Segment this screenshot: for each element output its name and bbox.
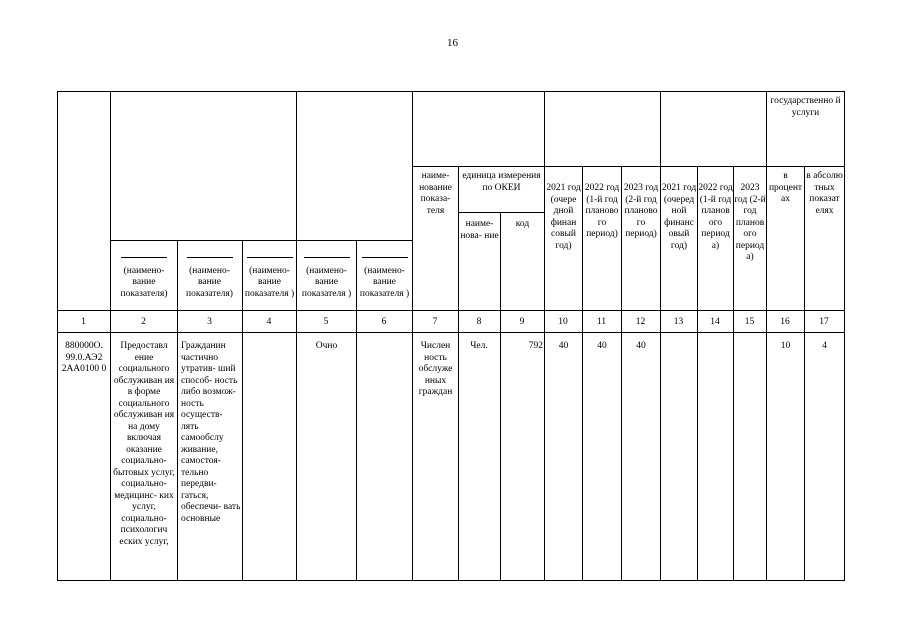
header-sublabel-4 xyxy=(243,254,296,300)
col-line-4 xyxy=(296,91,297,581)
row-divider-units xyxy=(412,166,845,167)
sublabel-text: (наимено- вание показателя) xyxy=(186,265,233,299)
underline xyxy=(121,257,167,259)
col-line-17 xyxy=(844,91,845,581)
header-year-2021-b: 2021 год (очеред ной финанс овый год) xyxy=(661,183,697,251)
col-line-6 xyxy=(412,91,413,581)
row-cell-9: 792 xyxy=(528,341,543,351)
col-number-3: 3 xyxy=(207,317,212,327)
col-number-11: 11 xyxy=(596,317,607,327)
header-sublabel-5 xyxy=(297,254,356,300)
row-divider-numbers xyxy=(57,332,845,333)
row-cell-8: Чел. xyxy=(470,341,488,351)
header-year-2023: 2023 год (2-й год планово го период) xyxy=(623,183,659,239)
col-number-13: 13 xyxy=(673,317,684,327)
sublabel-text: (наимено- вание показателя ) xyxy=(359,265,410,299)
row-cell-1: 880000О. 99.0.АЭ2 2АА0100 0 xyxy=(61,341,107,374)
sublabel-text: (наимено- вание показателя ) xyxy=(301,265,352,299)
col-line-9 xyxy=(544,91,545,581)
header-sublabel-6 xyxy=(357,254,412,300)
row-cell-16: 10 xyxy=(780,341,791,351)
underline xyxy=(247,257,293,259)
col-number-2: 2 xyxy=(141,317,146,327)
row-cell-11: 40 xyxy=(597,341,607,351)
header-year-2022: 2022 год (1-й год планово го период) xyxy=(584,183,620,239)
row-cell-10: 40 xyxy=(558,341,569,351)
header-year-2023-b: 2023 год (2-й год планов ого период а) xyxy=(734,183,766,262)
header-v-protsentah: в процент ах xyxy=(768,171,803,204)
header-sublabel-3 xyxy=(178,254,241,300)
col-line-1 xyxy=(110,91,111,581)
header-v-absolyutnyh: в абсолю тных показат елях xyxy=(806,171,843,216)
col-number-15: 15 xyxy=(744,317,755,327)
header-kod: код xyxy=(515,219,530,229)
underline xyxy=(187,257,233,259)
row-cell-12: 40 xyxy=(636,341,646,351)
col-line-15 xyxy=(766,91,767,581)
header-gos-uslugi: государственно й услуги xyxy=(770,96,841,118)
header-sublabel-2 xyxy=(112,254,176,300)
col-number-17: 17 xyxy=(819,317,829,327)
col-number-9: 9 xyxy=(519,317,525,327)
header-edinitsa: единица измерения по ОКЕИ xyxy=(462,171,541,193)
col-line-0 xyxy=(57,91,58,581)
report-table xyxy=(57,91,845,581)
row-cell-7: Числен ность обслуже нных граждан xyxy=(418,341,453,397)
header-year-2022-b: 2022 год (1-й год планов ого период а) xyxy=(698,183,733,251)
row-cell-2: Предоставл ение социального обслуживан ия в форме социального обслуживан ия на дому включая оказание социально- бытовых услуг, социально- медицинс- ких услуг, социально- психологич еских услуг, xyxy=(113,341,175,547)
col-number-12: 12 xyxy=(635,317,646,327)
table-border-top xyxy=(57,91,845,92)
row-cell-17: 4 xyxy=(822,341,827,351)
col-number-7: 7 xyxy=(432,317,438,327)
table-border-bottom xyxy=(57,580,845,581)
row-divider-subheaders xyxy=(110,240,412,241)
col-number-16: 16 xyxy=(780,317,790,327)
header-naimenovanie-pokazatelya: наиме- нование показа- теля xyxy=(419,171,452,216)
col-number-6: 6 xyxy=(381,317,387,327)
col-number-10: 10 xyxy=(558,317,568,327)
col-number-1: 1 xyxy=(81,317,86,327)
row-cell-5: Очно xyxy=(315,341,338,351)
row-divider-okei xyxy=(458,212,544,213)
col-line-16 xyxy=(804,166,805,581)
col-line-7 xyxy=(458,166,459,581)
col-number-4: 4 xyxy=(266,317,272,327)
sublabel-text: (наимено- вание показателя ) xyxy=(244,265,295,299)
col-line-8 xyxy=(500,212,501,581)
col-number-5: 5 xyxy=(323,317,329,327)
row-cell-3: Гражданин частично утратив- ший способ- ность либо возмож- ность осуществ- лять самообслу живание, самостоя- тельно передви- гаться, обеспечи- вать основные xyxy=(181,341,241,524)
underline xyxy=(304,257,350,259)
row-divider-header xyxy=(57,310,845,311)
col-line-12 xyxy=(660,91,661,581)
col-number-8: 8 xyxy=(476,317,482,327)
sublabel-text: (наимено- вание показателя) xyxy=(120,265,168,299)
header-year-2021: 2021 год (очере дной финан совый год) xyxy=(546,183,581,251)
header-naimenovanie: наиме- нова- ние xyxy=(460,219,499,241)
page-number: 16 xyxy=(447,37,458,49)
underline xyxy=(362,257,408,259)
col-number-14: 14 xyxy=(710,317,720,327)
